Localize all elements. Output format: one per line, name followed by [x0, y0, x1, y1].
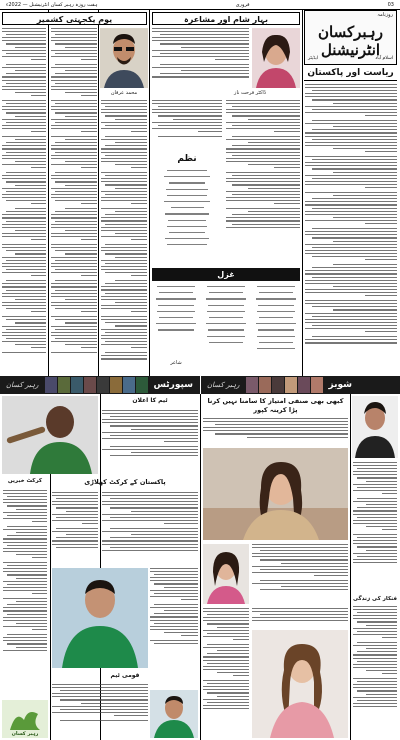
article-sports-col-c	[150, 568, 198, 668]
masthead-meta-right: ایڈیٹر	[308, 56, 318, 61]
headline-poetry: بہار شام اور مشاعرہ	[152, 12, 300, 25]
masthead-meta	[308, 56, 393, 61]
strip-right: 03	[387, 1, 394, 8]
photo-sports-cricketer-2	[52, 568, 148, 668]
headline-poem: نظم	[177, 154, 197, 164]
article-showbiz-side-text	[353, 462, 397, 592]
ghazal-column-1	[252, 286, 300, 366]
column-rule	[350, 394, 351, 740]
article-sports-bottom	[52, 684, 148, 736]
photo-showbiz-actress-3	[252, 630, 348, 738]
article-showbiz-col-mid	[252, 608, 348, 628]
byline-ghazal: شاعر	[170, 360, 182, 366]
showbiz-band-signature: رہبر کسان	[207, 381, 240, 389]
article-kashmir-col-3	[101, 100, 147, 368]
top-date-strip	[0, 0, 400, 10]
article-kashmir-col-2	[51, 28, 97, 368]
masthead-meta-left: اسلام آباد	[375, 56, 393, 61]
byline-kashmir: محمد عرفان	[110, 90, 138, 96]
strip-left: ہفت روزہ رہبر کسان انٹرنیشنل — 2022ء	[6, 1, 98, 8]
column-rule	[200, 394, 201, 740]
column-rule	[48, 10, 49, 376]
headline-kashmir: یوم یکجہتی کشمیر	[2, 12, 147, 25]
author-photo-poetry	[252, 28, 300, 88]
headline-state-pakistan: ریاست اور پاکستان	[304, 68, 397, 81]
article-state-text	[305, 84, 397, 369]
article-sports-col-a	[102, 492, 198, 568]
sports-band-thumbnails	[45, 377, 148, 393]
ghazal-column-2	[202, 286, 250, 366]
photo-sports-cricketer-3	[150, 690, 198, 738]
article-showbiz-lead	[203, 418, 348, 446]
strip-center: فروری	[235, 1, 250, 8]
photo-showbiz-man	[352, 396, 398, 458]
article-poetry-text-c	[152, 100, 222, 150]
photo-showbiz-actress-main	[203, 448, 348, 540]
showbiz-section-band	[201, 376, 400, 394]
headline-showbiz-side: فنکار کی زندگی	[352, 596, 398, 602]
headline-sports-right: ٹیم کا اعلان	[132, 397, 168, 404]
article-sports-left-col	[3, 490, 47, 696]
headline-sports-article: پاکستان کے کرکٹ کھلاڑی	[84, 478, 166, 486]
sports-band-signature: رہبر کسان	[6, 381, 39, 389]
newspaper-logo: رہبرکسان انٹرنیشنل	[318, 23, 383, 59]
column-rule	[149, 10, 150, 376]
showbiz-band-title: شوبز	[328, 380, 353, 390]
headline-showbiz-main: کبھی بھی صنفی امتیاز کا سامنا نہیں کرنا پڑا کرینہ کپور	[207, 397, 344, 414]
byline-poetry: ڈاکٹر فرحت ناز	[234, 90, 266, 96]
headline-sports-mid: قومی ٹیم	[110, 672, 140, 679]
sports-section-band	[0, 376, 200, 394]
article-showbiz-side-text-2	[353, 606, 397, 736]
headline-sports-left: کرکٹ خبریں	[7, 478, 43, 484]
article-kashmir-col-1	[2, 28, 46, 368]
poem-text	[154, 170, 220, 262]
photo-showbiz-actress-2	[203, 544, 249, 604]
column-rule	[98, 10, 99, 376]
author-photo-kashmir	[100, 28, 148, 88]
advert-logo-bottom	[2, 700, 48, 738]
article-showbiz-col-left	[203, 608, 249, 736]
footer-brand: رہبر کسان	[11, 731, 39, 737]
photo-sports-cricketer-1	[2, 396, 98, 474]
masthead-tag: روزنامہ	[377, 12, 393, 18]
article-showbiz-col-right	[252, 544, 348, 604]
article-sports-right-col	[102, 410, 198, 470]
ghazal-column-3	[152, 286, 200, 356]
article-poetry-text-a	[152, 28, 249, 88]
sports-band-title: سپورٹس	[153, 380, 193, 390]
showbiz-band-thumbnails	[246, 377, 323, 393]
headline-ghazal: غزل	[152, 268, 300, 281]
masthead	[304, 10, 397, 65]
article-poetry-text-b	[226, 100, 300, 260]
article-sports-col-b	[52, 492, 98, 566]
column-rule	[302, 10, 303, 376]
column-rule	[50, 470, 51, 740]
